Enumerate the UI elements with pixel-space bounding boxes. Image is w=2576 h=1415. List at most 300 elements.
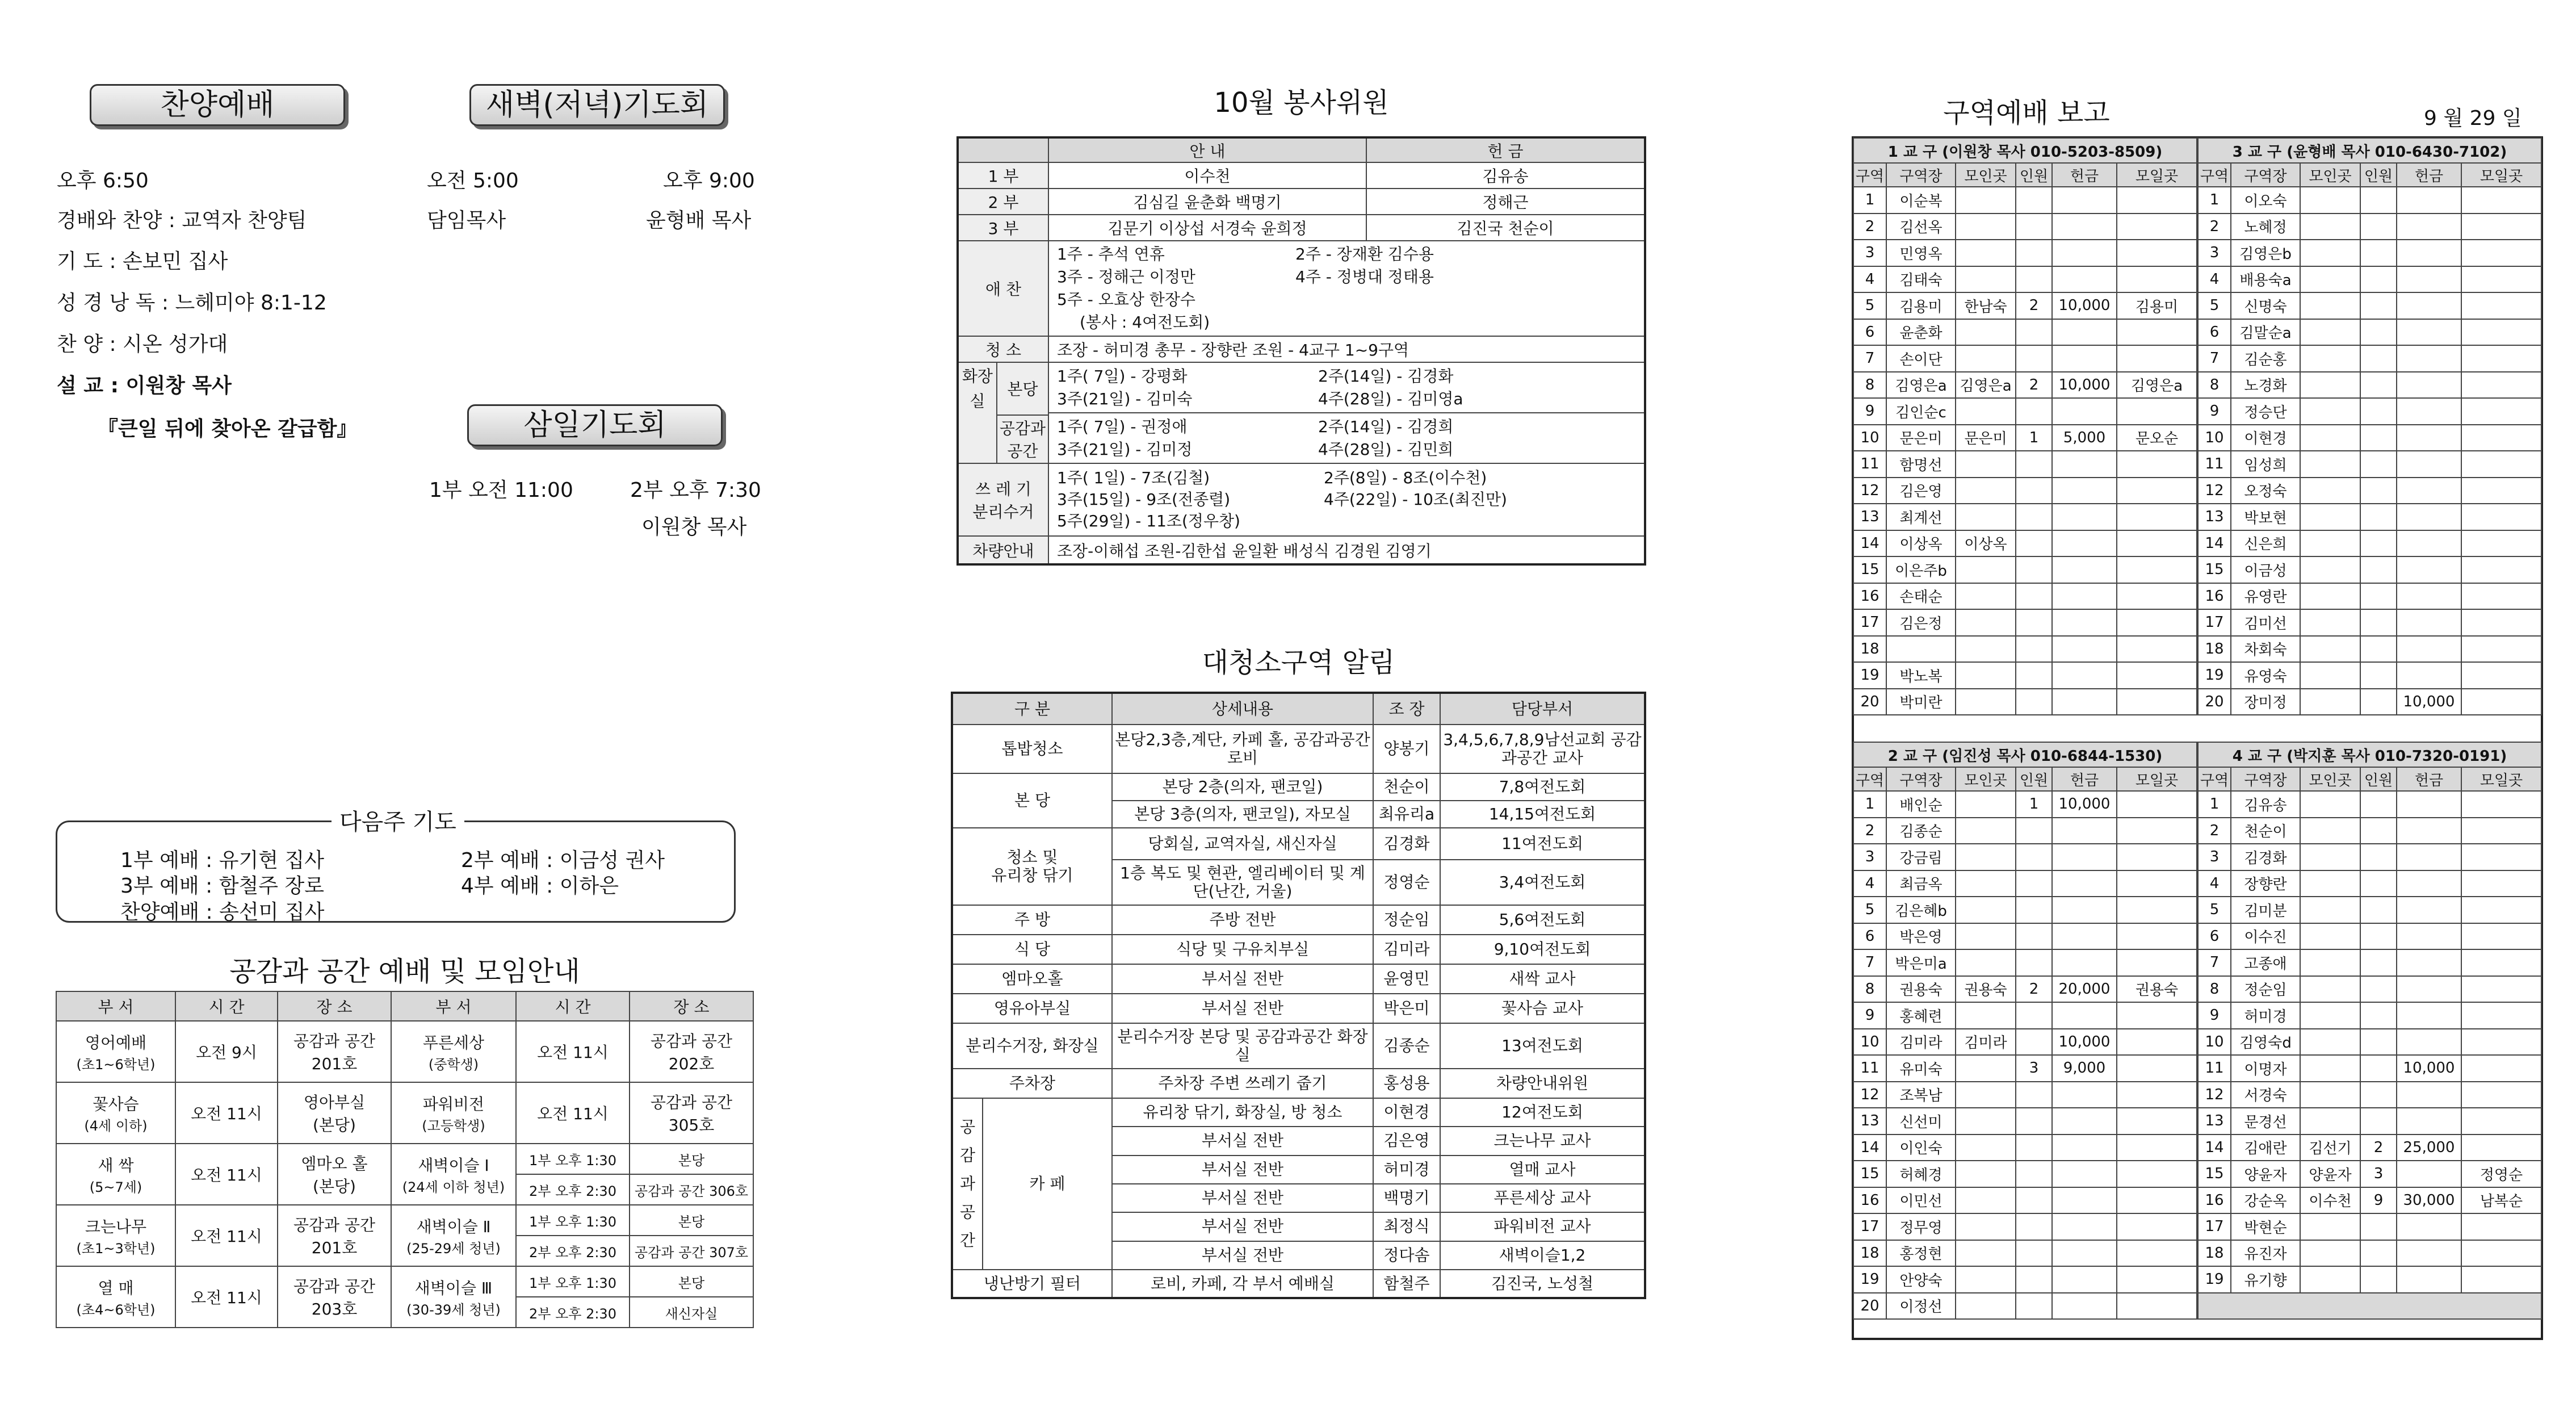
- row-label: 쓰 레 기: [975, 480, 1031, 499]
- district-no: 19: [1853, 1266, 1886, 1293]
- offering: 10,000: [2052, 372, 2117, 399]
- table-row: [2198, 818, 2541, 844]
- offering: [2397, 530, 2461, 557]
- next-prayer-item: 2부 예배 : 이금성 권사: [461, 849, 665, 872]
- next-place: [2461, 556, 2541, 583]
- district-no: 9: [2198, 1002, 2231, 1029]
- meeting-place: [1956, 319, 2016, 346]
- offering: 정해근: [1366, 189, 1645, 215]
- district-no: 12: [2198, 1082, 2231, 1108]
- dept-sub: (중학생): [428, 1056, 479, 1073]
- place: 공감과 공간 307호: [630, 1236, 753, 1266]
- schedule-item: 3주(15일) - 9조(전종렬): [1057, 490, 1231, 509]
- offering: [2052, 1002, 2117, 1029]
- place: 엠마오 홀: [301, 1154, 368, 1173]
- district-2-table: [1853, 742, 2197, 1320]
- district-header: 3 교 구 (윤형배 목사 010-6430-7102): [2198, 138, 2541, 163]
- next-prayer-item: 4부 예배 : 이하은: [461, 874, 619, 898]
- meeting-place: [1956, 451, 2016, 478]
- leader: 이정선: [1886, 1293, 1956, 1320]
- next-place: [2117, 530, 2197, 557]
- table-row: [2198, 923, 2541, 950]
- offering: [2397, 923, 2461, 950]
- leader: 김영은b: [2231, 240, 2300, 266]
- dept: 12여전도회: [1440, 1098, 1645, 1127]
- meeting-place: [1956, 240, 2016, 266]
- meeting-place: [1956, 1134, 2016, 1161]
- dept: 김진국, 노성철: [1440, 1270, 1645, 1298]
- next-place: [2461, 372, 2541, 399]
- col-head: 구역장: [1886, 163, 1956, 187]
- attendance: [2016, 818, 2052, 844]
- next-place: 남복순: [2461, 1187, 2541, 1214]
- leader: 김경화: [1373, 828, 1440, 860]
- attendance: [2016, 1266, 2052, 1293]
- offering: [2052, 213, 2117, 240]
- table-row: [1853, 689, 2197, 715]
- time: 오전 11시: [175, 1144, 278, 1205]
- leader: 김영숙d: [2231, 1029, 2300, 1056]
- leader: 서경숙: [2231, 1082, 2300, 1108]
- offering: [2397, 398, 2461, 425]
- district-no: 4: [2198, 266, 2231, 293]
- district-no: 19: [1853, 662, 1886, 689]
- row-label: 청 소: [958, 336, 1048, 362]
- leader: 양윤자: [2231, 1161, 2300, 1187]
- next-place: [2461, 530, 2541, 557]
- offering: [2052, 345, 2117, 372]
- attendance: [2016, 1029, 2052, 1056]
- time: 1부 오후 1:30: [516, 1266, 630, 1297]
- attendance: [2360, 870, 2397, 897]
- attendance: [2016, 923, 2052, 950]
- table-row: [2198, 398, 2541, 425]
- table-row: [1853, 636, 2197, 663]
- next-place: [2461, 870, 2541, 897]
- next-place: [2117, 609, 2197, 636]
- praise-line: 성 경 낭 독 : 느헤미야 8:1-12: [57, 291, 327, 315]
- district-no: 15: [2198, 556, 2231, 583]
- next-place: [2117, 1134, 2197, 1161]
- area: 톱밥청소: [952, 725, 1112, 773]
- dept: 파워비전: [422, 1094, 485, 1113]
- table-row: [1853, 478, 2197, 504]
- leader: 박미란: [1886, 689, 1956, 715]
- meeting-place: [1956, 1055, 2016, 1082]
- next-place: [2117, 923, 2197, 950]
- praise-line-sermon-by: 설 교 : 이원창 목사: [57, 374, 232, 397]
- dept: 14,15여전도회: [1440, 801, 1645, 828]
- area: 카 페: [1029, 1174, 1065, 1193]
- leader: 조복남: [1886, 1082, 1956, 1108]
- volunteer-title: 10월 봉사위원: [1214, 87, 1389, 119]
- district-no: 19: [2198, 662, 2231, 689]
- place: 본당: [630, 1205, 753, 1236]
- offering: [2397, 791, 2461, 818]
- district-no: 3: [2198, 844, 2231, 870]
- meeting-place: [2300, 1082, 2360, 1108]
- meeting-place: [1956, 583, 2016, 610]
- place: 본당: [630, 1144, 753, 1174]
- leader: 이수진: [2231, 923, 2300, 950]
- dept: 새벽이슬 Ⅲ: [414, 1278, 493, 1297]
- attendance: [2360, 1266, 2397, 1293]
- row-label: 분리수거: [972, 503, 1034, 521]
- col-head: 헌금: [2397, 163, 2461, 187]
- leader: 홍정현: [1886, 1240, 1956, 1267]
- table-row: [1853, 213, 2197, 240]
- praise-title: 찬양예배: [90, 84, 345, 126]
- meeting-place: [1956, 266, 2016, 293]
- district-no: 7: [2198, 345, 2231, 372]
- col-head: 모일곳: [2461, 163, 2541, 187]
- table-row: [958, 189, 1645, 215]
- col-head: 구역: [2198, 163, 2231, 187]
- offering: [2397, 372, 2461, 399]
- meeting-place: [2300, 1108, 2360, 1134]
- schedule-item: 2주(14일) - 김경화: [1318, 366, 1454, 386]
- offering: [2052, 1266, 2117, 1293]
- district-no: 10: [1853, 1029, 1886, 1056]
- attendance: 2: [2016, 976, 2052, 1003]
- leader: 박은미: [1373, 994, 1440, 1023]
- district-no: 6: [1853, 319, 1886, 346]
- leader: 이금성: [2231, 556, 2300, 583]
- place-sub: 201호: [311, 1238, 358, 1257]
- next-place: [2461, 949, 2541, 976]
- meeting-place: 김영은a: [1956, 372, 2016, 399]
- offering: [2052, 530, 2117, 557]
- meeting-place: [2300, 478, 2360, 504]
- dept: 5,6여전도회: [1440, 905, 1645, 935]
- attendance: 2: [2016, 372, 2052, 399]
- next-place: [2117, 1055, 2197, 1082]
- attendance: [2360, 345, 2397, 372]
- place: 공감과 공간: [650, 1032, 733, 1050]
- table-row: [1853, 662, 2197, 689]
- table-row: [2198, 636, 2541, 663]
- schedule-item: 2주(14일) - 김경희: [1318, 417, 1454, 436]
- attendance: [2360, 187, 2397, 213]
- attendance: [2360, 478, 2397, 504]
- dawn-time-2: 오후 9:00: [663, 169, 755, 192]
- leader: 유미숙: [1886, 1055, 1956, 1082]
- meeting-place: 양윤자: [2300, 1161, 2360, 1187]
- attendance: [2016, 1213, 2052, 1240]
- meeting-place: [2300, 870, 2360, 897]
- leader: 신선미: [1886, 1108, 1956, 1134]
- leader: 김미선: [2231, 609, 2300, 636]
- leader: 신명숙: [2231, 292, 2300, 319]
- next-place: [2461, 1240, 2541, 1267]
- offering: [2052, 897, 2117, 923]
- meeting-place: [1956, 609, 2016, 636]
- attendance: [2016, 636, 2052, 663]
- leader: 박현순: [2231, 1213, 2300, 1240]
- district-no: 12: [2198, 478, 2231, 504]
- leader: 김말순a: [2231, 319, 2300, 346]
- dawn-time-1: 오전 5:00: [427, 169, 519, 192]
- district-no: 9: [1853, 1002, 1886, 1029]
- district-1-table: [1853, 137, 2197, 715]
- offering: 김진국 천순이: [1366, 215, 1645, 241]
- next-place: [2117, 398, 2197, 425]
- meeting-place: [1956, 187, 2016, 213]
- meeting-place: [2300, 844, 2360, 870]
- praise-time: 오후 6:50: [57, 169, 149, 192]
- next-place: 김영은a: [2117, 372, 2197, 399]
- next-place: [2461, 844, 2541, 870]
- attendance: [2016, 266, 2052, 293]
- dept-sub: (초4~6학년): [76, 1301, 156, 1318]
- leader: 김경화: [2231, 844, 2300, 870]
- meeting-place: [2300, 213, 2360, 240]
- attendance: [2360, 398, 2397, 425]
- next-place: [2461, 609, 2541, 636]
- offering: [2397, 870, 2461, 897]
- table-row: [1853, 1213, 2197, 1240]
- col-head: 인원: [2016, 163, 2052, 187]
- guide: 이수천: [1048, 162, 1366, 189]
- table-row: [1853, 818, 2197, 844]
- leader: 정무영: [1886, 1213, 1956, 1240]
- col-head: 헌 금: [1366, 137, 1645, 162]
- col-head: 구역: [1853, 163, 1886, 187]
- col-head: 인원: [2016, 767, 2052, 791]
- district-no: 17: [1853, 1213, 1886, 1240]
- praise-line: 찬 양 : 시온 성가대: [57, 333, 228, 356]
- table-row: [958, 336, 1645, 362]
- wed-title: 삼일기도회: [467, 404, 723, 446]
- offering: [2052, 451, 2117, 478]
- attendance: [2360, 1240, 2397, 1267]
- attendance: [2016, 949, 2052, 976]
- meeting-place: [2300, 292, 2360, 319]
- offering: [2397, 583, 2461, 610]
- col-head: 인원: [2360, 767, 2397, 791]
- area: 본 당: [952, 773, 1112, 828]
- district-no: 1: [1853, 187, 1886, 213]
- row-label: 2 부: [958, 189, 1048, 215]
- next-place: [2461, 1029, 2541, 1056]
- next-place: 김용미: [2117, 292, 2197, 319]
- next-place: [2461, 345, 2541, 372]
- offering: [2052, 689, 2117, 715]
- offering: [2052, 1134, 2117, 1161]
- next-place: [2117, 662, 2197, 689]
- detail: 주방 전반: [1112, 905, 1373, 935]
- district-no: 2: [2198, 818, 2231, 844]
- leader: 이인숙: [1886, 1134, 1956, 1161]
- meeting-place: [1956, 1187, 2016, 1214]
- offering: 10,000: [2052, 791, 2117, 818]
- schedule-item: 4주 - 정병대 정태용: [1295, 267, 1434, 286]
- area: 식 당: [952, 935, 1112, 964]
- table-row: [1853, 791, 2197, 818]
- table-row-empty: [2198, 1293, 2541, 1320]
- meeting-place: [1956, 923, 2016, 950]
- leader: 홍혜련: [1886, 1002, 1956, 1029]
- leader: 최유리a: [1373, 801, 1440, 828]
- district-no: 14: [1853, 1134, 1886, 1161]
- leader: 이은주b: [1886, 556, 1956, 583]
- meeting-place: [2300, 818, 2360, 844]
- leader: 민영옥: [1886, 240, 1956, 266]
- table-row: [56, 1266, 753, 1297]
- next-place: [2117, 844, 2197, 870]
- next-prayer-item: 3부 예배 : 함철주 장로: [120, 874, 325, 898]
- leader: 임성희: [2231, 451, 2300, 478]
- meeting-place: [2300, 1002, 2360, 1029]
- attendance: [2360, 949, 2397, 976]
- district-no: 14: [2198, 530, 2231, 557]
- leader: 정다솜: [1373, 1241, 1440, 1270]
- detail: 본당2,3층,계단, 카페 홀, 공감과공간 로비: [1112, 725, 1373, 773]
- empty-cell: [2198, 1293, 2541, 1320]
- district-3-table: [2197, 137, 2542, 715]
- attendance: [2016, 1161, 2052, 1187]
- dept-sub: (고등학생): [422, 1117, 485, 1134]
- table-row: [1853, 1055, 2197, 1082]
- district-no: 16: [2198, 1187, 2231, 1214]
- offering: [2052, 478, 2117, 504]
- table-row: [1853, 976, 2197, 1003]
- meeting-place: [1956, 1002, 2016, 1029]
- district-no: 12: [1853, 1082, 1886, 1108]
- attendance: [2360, 1213, 2397, 1240]
- next-place: [2117, 1161, 2197, 1187]
- table-row: [2198, 240, 2541, 266]
- table-row: [1853, 425, 2197, 451]
- next-place: [2461, 398, 2541, 425]
- leader: 장미정: [2231, 689, 2300, 715]
- attendance: 1: [2016, 425, 2052, 451]
- next-place: [2117, 689, 2197, 715]
- table-row: [2198, 187, 2541, 213]
- detail: 부서실 전반: [1112, 964, 1373, 994]
- meeting-place: [1956, 1213, 2016, 1240]
- leader: 김미라: [1886, 1029, 1956, 1056]
- meeting-place: 이수천: [2300, 1187, 2360, 1214]
- next-place: [2461, 504, 2541, 530]
- offering: 10,000: [2397, 1055, 2461, 1082]
- next-place: [2461, 213, 2541, 240]
- next-place: [2117, 949, 2197, 976]
- district-no: 18: [1853, 1240, 1886, 1267]
- attendance: 3: [2360, 1161, 2397, 1187]
- meeting-place: [2300, 425, 2360, 451]
- table-row: [2198, 213, 2541, 240]
- meeting-place: [1956, 1240, 2016, 1267]
- dept-sub: (30-39세 청년): [406, 1301, 501, 1318]
- space-table: [56, 991, 754, 1328]
- next-place: [2117, 319, 2197, 346]
- place-sub: 305호: [668, 1116, 715, 1134]
- next-place: [2117, 556, 2197, 583]
- dept: 새싹 교사: [1440, 964, 1645, 994]
- table-row: [56, 1205, 753, 1236]
- attendance: [2016, 897, 2052, 923]
- table-row: [1853, 844, 2197, 870]
- offering: [2052, 583, 2117, 610]
- leader: 김선옥: [1886, 213, 1956, 240]
- leader: 박은영: [1886, 923, 1956, 950]
- leader: 김인순c: [1886, 398, 1956, 425]
- table-row: [2198, 949, 2541, 976]
- wed-time-1: 1부 오전 11:00: [429, 479, 573, 502]
- table-row: [2198, 1002, 2541, 1029]
- district-no: 18: [2198, 636, 2231, 663]
- offering: [2052, 949, 2117, 976]
- table-row: [2198, 345, 2541, 372]
- leader: 이오숙: [2231, 187, 2300, 213]
- dept: 11여전도회: [1440, 828, 1645, 860]
- table-row: [2198, 478, 2541, 504]
- next-place: [2117, 1240, 2197, 1267]
- col-head: 구역: [2198, 767, 2231, 791]
- dept: 새 싹: [98, 1156, 134, 1175]
- area: 공감과공간: [953, 1099, 983, 1269]
- schedule-item: 3주(21일) - 김미숙: [1057, 389, 1193, 408]
- leader: 김미라: [1373, 935, 1440, 964]
- meeting-place: [2300, 1240, 2360, 1267]
- next-place: [2461, 1266, 2541, 1293]
- meeting-place: [2300, 187, 2360, 213]
- attendance: [2360, 923, 2397, 950]
- next-place: [2461, 319, 2541, 346]
- attendance: [2360, 556, 2397, 583]
- table-row: [1853, 345, 2197, 372]
- detail: 본당 2층(의자, 팬코일): [1112, 773, 1373, 801]
- attendance: [2360, 1002, 2397, 1029]
- district-no: 7: [2198, 949, 2231, 976]
- district-no: 15: [2198, 1161, 2231, 1187]
- schedule-item: 1주( 1일) - 7조(김철): [1057, 468, 1210, 487]
- offering: [2397, 478, 2461, 504]
- place-sub: 202호: [668, 1054, 715, 1073]
- leader: 이명자: [2231, 1055, 2300, 1082]
- col-head: 구역: [1853, 767, 1886, 791]
- leader: 김용미: [1886, 292, 1956, 319]
- meeting-place: [2300, 530, 2360, 557]
- attendance: [2016, 1293, 2052, 1320]
- offering: [2052, 662, 2117, 689]
- attendance: [2016, 609, 2052, 636]
- table-row: [2198, 266, 2541, 293]
- offering: [2397, 844, 2461, 870]
- attendance: [2360, 319, 2397, 346]
- meeting-place: [1956, 818, 2016, 844]
- leader: 유기향: [2231, 1266, 2300, 1293]
- offering: [2397, 1266, 2461, 1293]
- table-row: [2198, 1082, 2541, 1108]
- meeting-place: [1956, 791, 2016, 818]
- offering: [2397, 319, 2461, 346]
- district-no: 17: [2198, 1213, 2231, 1240]
- next-place: [2117, 870, 2197, 897]
- table-row: [2198, 530, 2541, 557]
- leader: 최금옥: [1886, 870, 1956, 897]
- meeting-place: [2300, 949, 2360, 976]
- leader: 신은희: [2231, 530, 2300, 557]
- next-place: [2461, 240, 2541, 266]
- meeting-place: [2300, 689, 2360, 715]
- district-no: 20: [1853, 1293, 1886, 1320]
- col-head: 모인곳: [1956, 163, 2016, 187]
- offering: [2052, 504, 2117, 530]
- time: 2부 오후 2:30: [516, 1174, 630, 1205]
- dept: 꽃사슴: [93, 1094, 139, 1113]
